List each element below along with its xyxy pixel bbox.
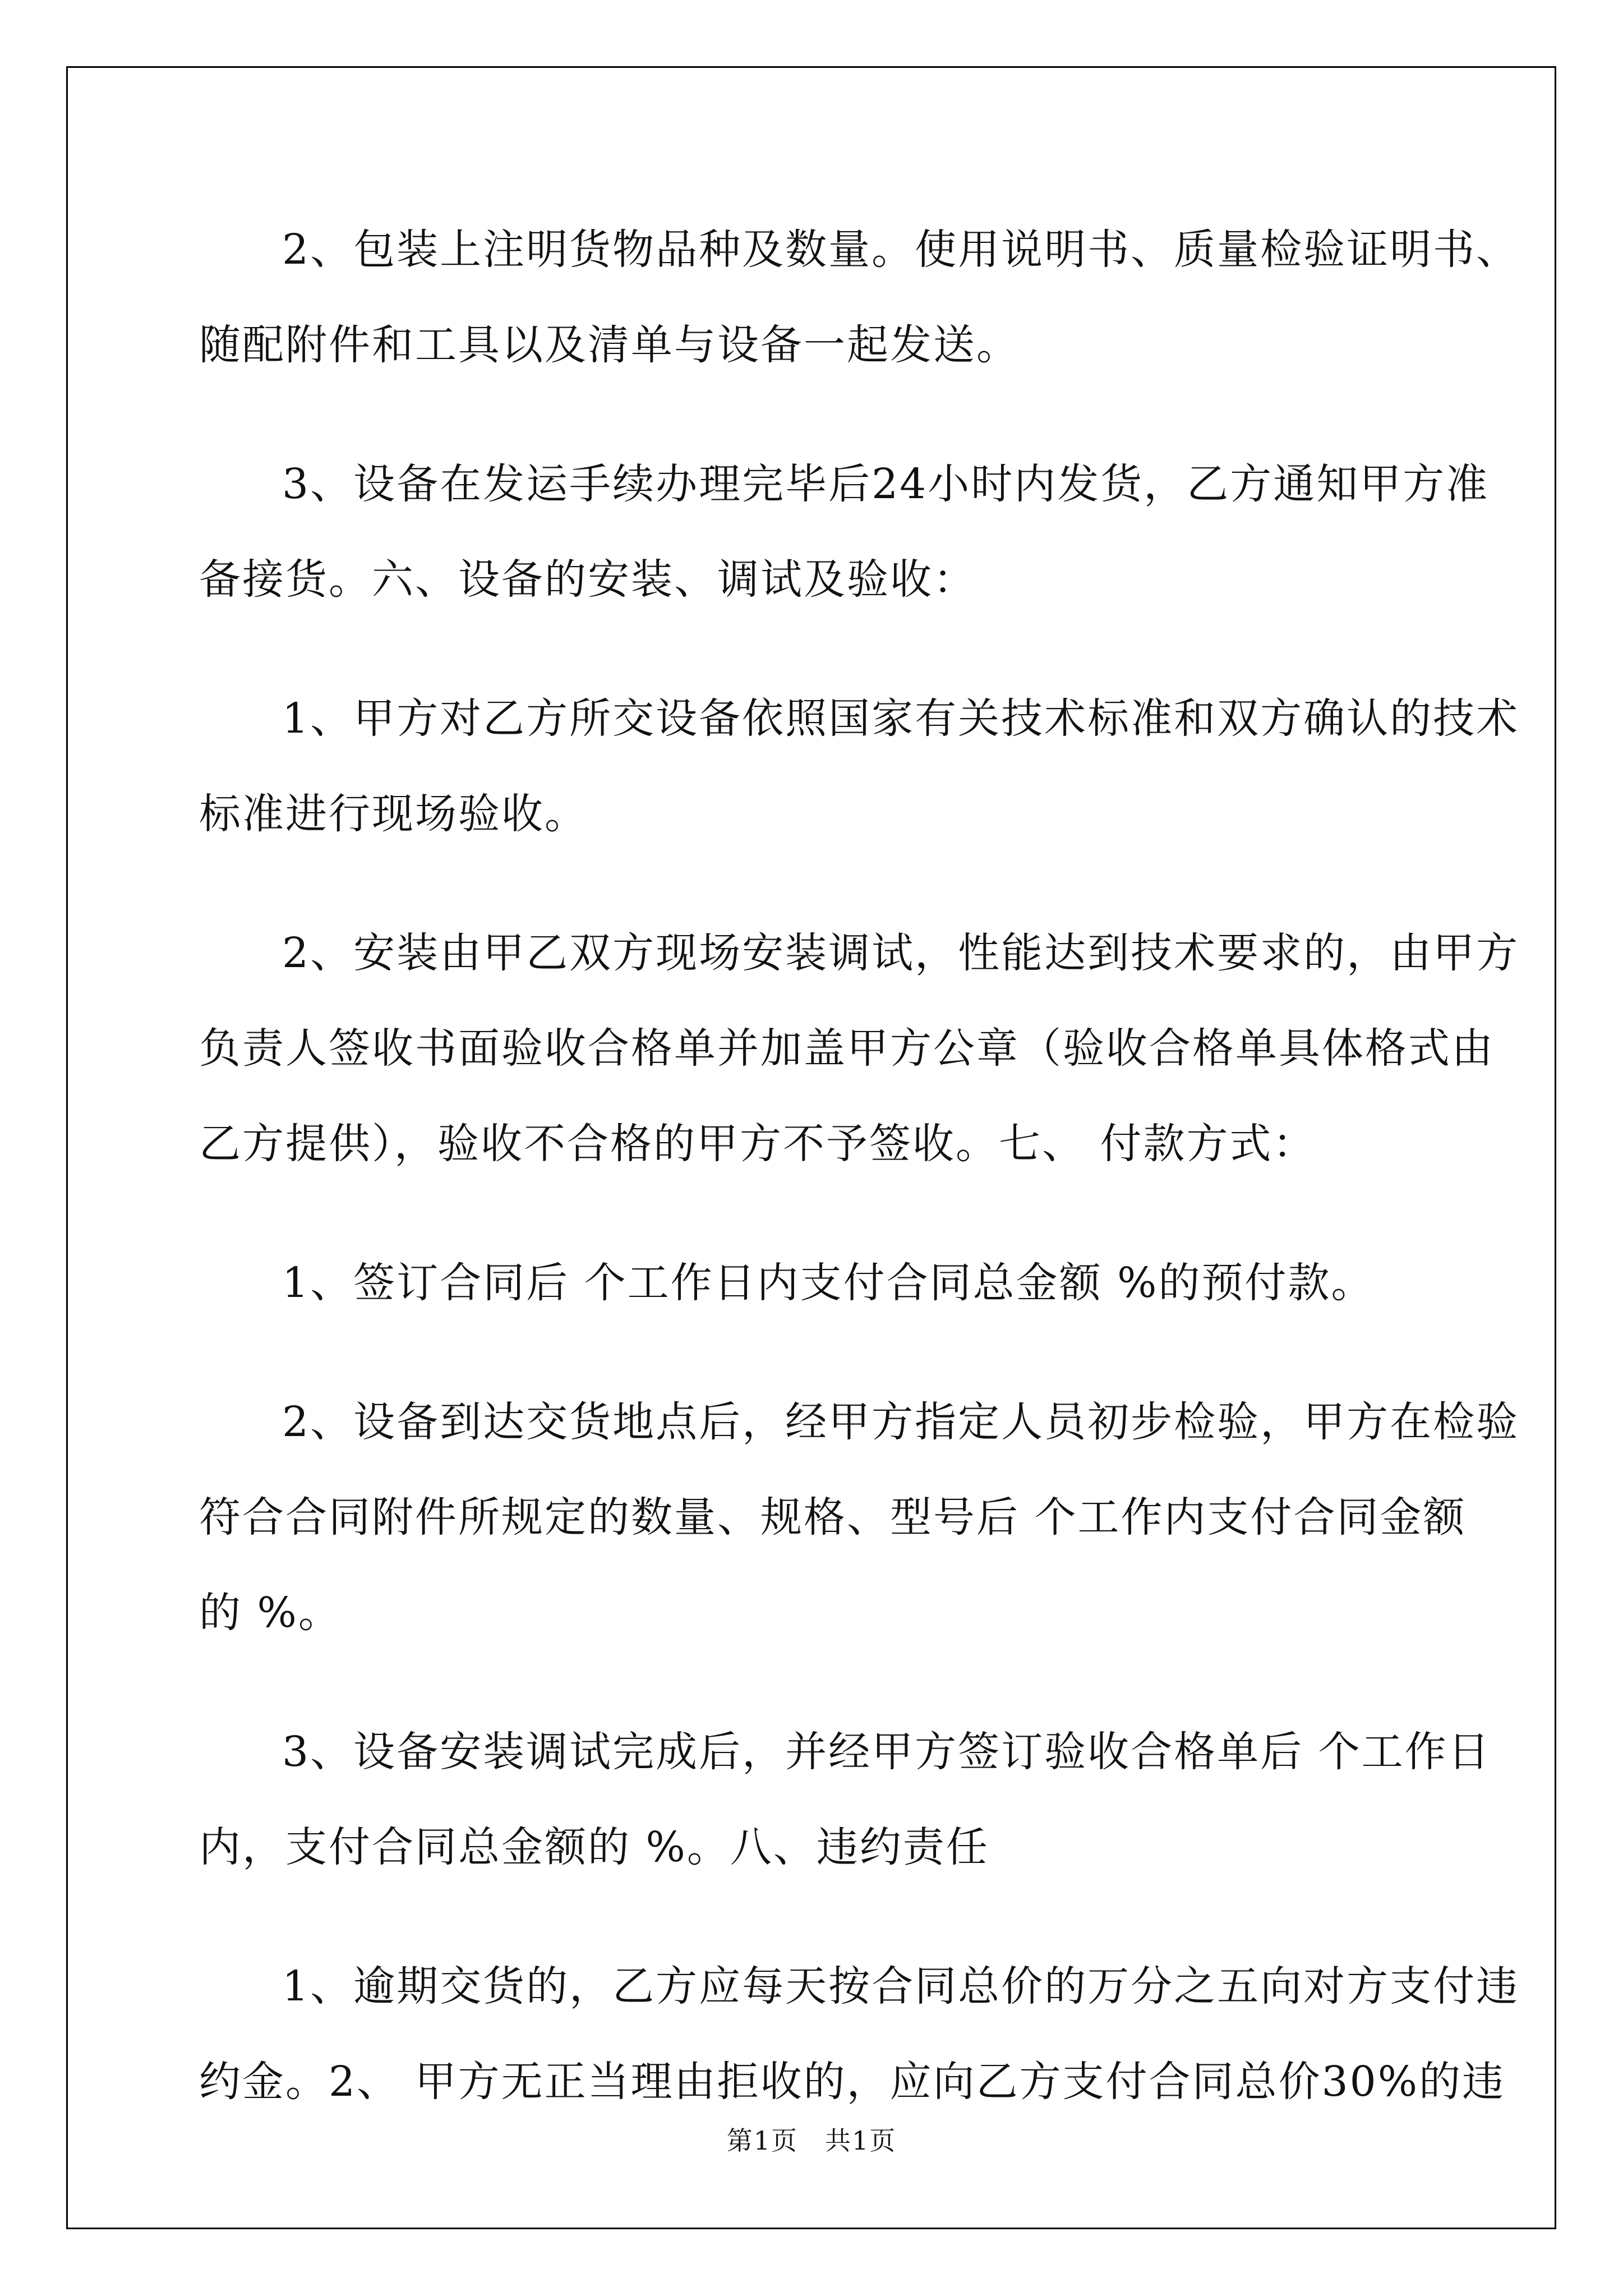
text-line: 乙方提供），验收不合格的甲方不予签收。七、 付款方式： (199, 1120, 1316, 1168)
paragraph-installation (199, 905, 1520, 1191)
text-line: 1、签订合同后 个工作日内支付合同总金额 %的预付款。 (282, 1259, 1375, 1307)
text-line: 2、包装上注明货物品种及数量。使用说明书、质量检验证明书、 (282, 226, 1520, 274)
paragraph-acceptance-standard (199, 671, 1520, 862)
text-line: 3、设备在发运手续办理完毕后24小时内发货，乙方通知甲方准 (282, 460, 1490, 508)
paragraph-packaging (199, 202, 1520, 393)
text-line: 1、逾期交货的，乙方应每天按合同总价的万分之五向对方支付违 (282, 1962, 1520, 2010)
paragraph-liability (199, 1939, 1520, 2129)
paragraph-delivery-payment (199, 1374, 1520, 1660)
page-footer: 第1页 共1页 (726, 2125, 897, 2156)
text-line: 备接货。六、设备的安装、调试及验收： (199, 555, 976, 604)
text-line: 的 %。 (199, 1589, 342, 1637)
text-line: 随配附件和工具以及清单与设备一起发送。 (199, 321, 1020, 369)
paragraph-shipping (199, 436, 1490, 627)
paragraph-prepayment (199, 1235, 1422, 1331)
document-body (199, 202, 1520, 2129)
text-line: 2、设备到达交货地点后，经甲方指定人员初步检验，甲方在检验 (282, 1398, 1520, 1446)
text-line: 负责人签收书面验收合格单并加盖甲方公章（验收合格单具体格式由 (199, 1024, 1495, 1073)
text-line: 3、设备安装调试完成后，并经甲方签订验收合格单后 个工作日 (282, 1728, 1491, 1776)
text-line: 约金。2、 甲方无正当理由拒收的，应向乙方支付合同总价30%的违 (199, 2058, 1506, 2106)
paragraph-final-payment (199, 1704, 1491, 1895)
text-line: 标准进行现场验收。 (199, 790, 588, 838)
text-line: 内，支付合同总金额的 %。八、违约责任 (199, 1823, 989, 1871)
text-line: 符合合同附件所规定的数量、规格、型号后 个工作内支付合同金额 (199, 1493, 1467, 1542)
text-line: 1、甲方对乙方所交设备依照国家有关技术标准和双方确认的技术 (282, 694, 1520, 743)
text-line: 2、安装由甲乙双方现场安装调试，性能达到技术要求的，由甲方 (282, 929, 1520, 977)
